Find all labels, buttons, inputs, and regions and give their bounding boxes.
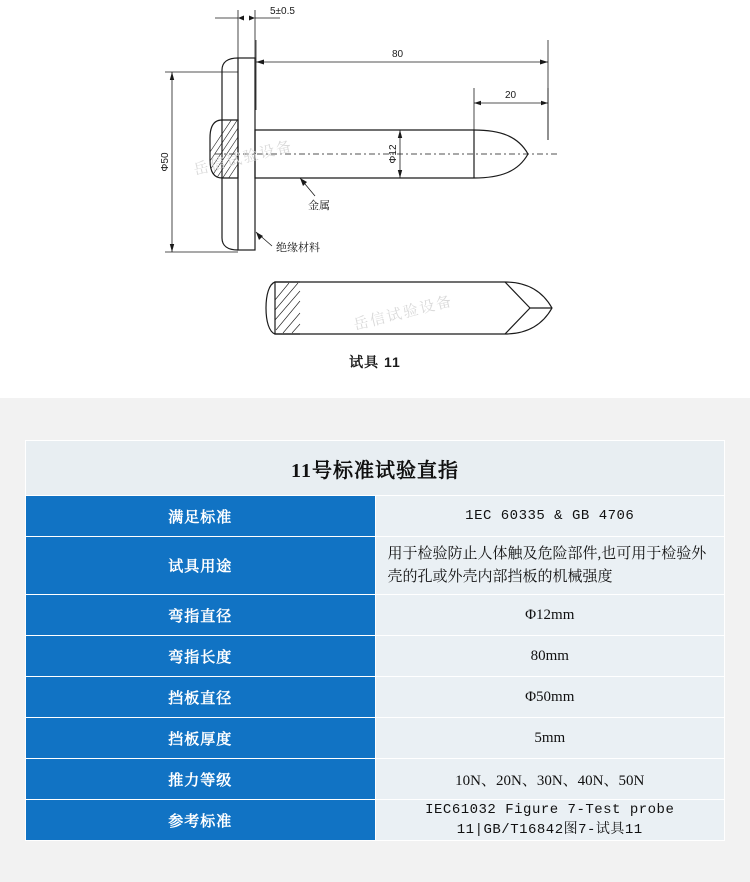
row-value: 80mm [375, 636, 725, 677]
table-row [26, 677, 725, 718]
row-value: IEC61032 Figure 7-Test probe 11|GB/T16842图7-试具11 [375, 800, 725, 841]
table-row [26, 537, 725, 595]
table-row [26, 595, 725, 636]
row-value: 用于检验防止人体触及危险部件,也可用于检验外壳的孔或外壳内部挡板的机械强度 [375, 537, 725, 595]
row-label: 满足标准 [26, 496, 376, 537]
spec-table [25, 440, 725, 841]
row-value: Φ12mm [375, 595, 725, 636]
dim-thickness-text: 5±0.5 [270, 6, 295, 17]
row-label: 参考标准 [26, 800, 376, 841]
spec-title: 11号标准试验直指 [26, 441, 725, 496]
annotation-metal [300, 178, 330, 212]
row-label: 挡板直径 [26, 677, 376, 718]
row-label: 推力等级 [26, 759, 376, 800]
row-label: 弯指长度 [26, 636, 376, 677]
table-row [26, 759, 725, 800]
spec-table-wrapper [25, 440, 725, 841]
watermark-upper: 岳信试验设备 [191, 137, 295, 179]
row-label: 试具用途 [26, 537, 376, 595]
table-row [26, 636, 725, 677]
annotation-insulation [256, 232, 320, 254]
annotation-metal-text: 金属 [308, 200, 330, 212]
technical-drawing [0, 0, 750, 398]
annotation-insulation-text: 绝缘材料 [276, 242, 320, 254]
row-value: Φ50mm [375, 677, 725, 718]
table-row-title [26, 441, 725, 496]
watermark-lower: 岳信试验设备 [351, 292, 455, 334]
dim-length-text: 80 [392, 49, 404, 60]
row-value: 10N、20N、30N、40N、50N [375, 759, 725, 800]
drawing-canvas [0, 0, 750, 398]
dim-tip [474, 88, 548, 140]
drawing-caption: 试具 11 [349, 354, 401, 370]
row-value: 5mm [375, 718, 725, 759]
row-label: 弯指直径 [26, 595, 376, 636]
dim-tip-text: 20 [505, 90, 517, 101]
table-row [26, 718, 725, 759]
row-label: 挡板厚度 [26, 718, 376, 759]
spec-panel [0, 398, 750, 882]
dim-finger-diameter-text: Φ12 [388, 144, 399, 164]
table-row [26, 496, 725, 537]
dim-plate-diameter-text: Φ50 [160, 152, 171, 172]
row-value: 1EC 60335 & GB 4706 [375, 496, 725, 537]
dim-thickness [215, 6, 295, 58]
table-row [26, 800, 725, 841]
